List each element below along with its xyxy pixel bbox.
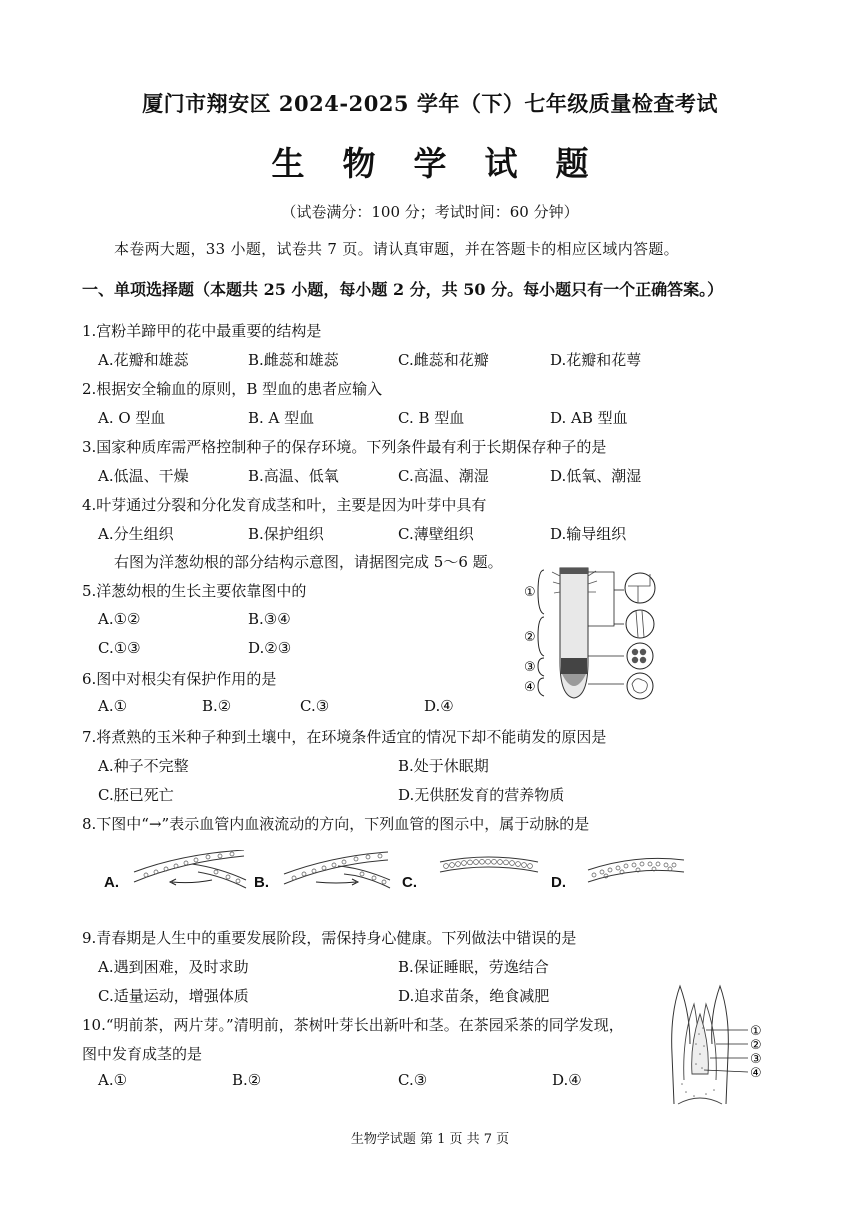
cell-circle-4 bbox=[627, 673, 653, 699]
vessel-figure-d bbox=[586, 852, 686, 884]
bud-axis bbox=[692, 1014, 709, 1074]
leaf-bud-figure bbox=[656, 984, 796, 1106]
q5-option-a[interactable]: A.①② bbox=[98, 610, 141, 628]
q3-option-d[interactable]: D.低氧、潮湿 bbox=[550, 467, 642, 485]
q5-option-d[interactable]: D.②③ bbox=[248, 639, 292, 657]
bud-label-3: ③ bbox=[750, 1052, 762, 1067]
q8-option-b[interactable]: B. bbox=[254, 874, 269, 891]
root-label-3: ③ bbox=[524, 660, 536, 675]
cell-circle-1 bbox=[625, 573, 655, 603]
question-6-stem: 6.图中对根尖有保护作用的是 bbox=[82, 670, 277, 688]
q4-option-c[interactable]: C.薄壁组织 bbox=[398, 525, 474, 543]
q4-option-d[interactable]: D.输导组织 bbox=[550, 525, 627, 543]
bracket-2 bbox=[538, 617, 544, 656]
q10-option-a[interactable]: A.① bbox=[98, 1071, 128, 1089]
q9-option-d[interactable]: D.追求苗条，绝食减肥 bbox=[398, 987, 550, 1005]
q6-option-b[interactable]: B.② bbox=[202, 697, 232, 715]
section-heading: 一、单项选择题（本题共 25 小题，每小题 2 分，共 50 分。每小题只有一个正确答案。） bbox=[82, 280, 724, 299]
bracket-4 bbox=[538, 678, 544, 696]
q5-option-c[interactable]: C.①③ bbox=[98, 639, 141, 657]
q6-option-a[interactable]: A.① bbox=[98, 697, 128, 715]
q9-option-a[interactable]: A.遇到困难，及时求助 bbox=[98, 958, 249, 976]
question-8-stem: 8.下图中“→”表示血管内血液流动的方向，下列血管的图示中，属于动脉的是 bbox=[82, 815, 590, 833]
q8-option-d[interactable]: D. bbox=[551, 874, 566, 891]
bud-leader-lines bbox=[704, 1030, 748, 1072]
outer-leaf-right bbox=[712, 986, 729, 1104]
cell-circle-3 bbox=[627, 643, 653, 669]
q8-option-a[interactable]: A. bbox=[104, 874, 119, 891]
q6-option-d[interactable]: D.④ bbox=[424, 697, 454, 715]
root-label-4: ④ bbox=[524, 680, 536, 695]
q9-option-c[interactable]: C.适量运动，增强体质 bbox=[98, 987, 249, 1005]
q10-option-c[interactable]: C.③ bbox=[398, 1071, 428, 1089]
root-tip-figure bbox=[522, 562, 672, 702]
cell-circle-2 bbox=[626, 610, 654, 638]
q1-option-c[interactable]: C.雌蕊和花瓣 bbox=[398, 351, 489, 369]
q3-option-b[interactable]: B.高温、低氧 bbox=[248, 467, 339, 485]
subject-title: 生物学试题 bbox=[271, 144, 627, 183]
root-meristem bbox=[561, 658, 587, 674]
q10-option-b[interactable]: B.② bbox=[232, 1071, 262, 1089]
figure-intro: 右图为洋葱幼根的部分结构示意图，请据图完成 5～6 题。 bbox=[114, 553, 503, 571]
q2-option-c[interactable]: C. B 型血 bbox=[398, 409, 465, 427]
vessel-figure-b bbox=[282, 850, 392, 890]
question-10-stem-cont: 图中发育成茎的是 bbox=[82, 1045, 203, 1063]
connector-lines bbox=[588, 572, 624, 684]
root-label-1: ① bbox=[524, 585, 536, 600]
bracket-3 bbox=[538, 658, 544, 676]
q1-option-d[interactable]: D.花瓣和花萼 bbox=[550, 351, 642, 369]
page-footer: 生物学试题 第 1 页 共 7 页 bbox=[350, 1132, 510, 1147]
q2-option-b[interactable]: B. A 型血 bbox=[248, 409, 315, 427]
q1-option-b[interactable]: B.雌蕊和雄蕊 bbox=[248, 351, 339, 369]
question-3-stem: 3.国家种质库需严格控制种子的保存环境。下列条件最有利于长期保存种子的是 bbox=[82, 438, 607, 456]
q8-option-c[interactable]: C. bbox=[402, 874, 417, 891]
q1-option-a[interactable]: A.花瓣和雄蕊 bbox=[98, 351, 189, 369]
outer-leaf-left bbox=[672, 986, 690, 1104]
q7-option-d[interactable]: D.无供胚发育的营养物质 bbox=[398, 786, 565, 804]
q5-option-b[interactable]: B.③④ bbox=[248, 610, 291, 628]
question-2-stem: 2.根据安全输血的原则，B 型血的患者应输入 bbox=[82, 380, 383, 398]
question-5-stem: 5.洋葱幼根的生长主要依靠图中的 bbox=[82, 582, 307, 600]
question-7-stem: 7.将煮熟的玉米种子种到土壤中，在环境条件适宜的情况下却不能萌发的原因是 bbox=[82, 728, 607, 746]
bud-label-2: ② bbox=[750, 1038, 762, 1053]
q3-option-c[interactable]: C.高温、潮湿 bbox=[398, 467, 489, 485]
bud-label-4: ④ bbox=[750, 1066, 762, 1081]
q7-option-a[interactable]: A.种子不完整 bbox=[98, 757, 189, 775]
question-1-stem: 1.宫粉羊蹄甲的花中最重要的结构是 bbox=[82, 322, 322, 340]
vessel-figure-a bbox=[132, 850, 248, 890]
q7-option-b[interactable]: B.处于休眠期 bbox=[398, 757, 489, 775]
q3-option-a[interactable]: A.低温、干燥 bbox=[98, 467, 189, 485]
q2-option-d[interactable]: D. AB 型血 bbox=[550, 409, 628, 427]
instructions: 本卷两大题，33 小题，试卷共 7 页。请认真审题，并在答题卡的相应区域内答题。 bbox=[114, 240, 679, 258]
q2-option-a[interactable]: A. O 型血 bbox=[98, 409, 166, 427]
q10-option-d[interactable]: D.④ bbox=[552, 1071, 582, 1089]
question-4-stem: 4.叶芽通过分裂和分化发育成茎和叶，主要是因为叶芽中具有 bbox=[82, 496, 487, 514]
exam-info: （试卷满分：100 分；考试时间：60 分钟） bbox=[281, 203, 579, 221]
q4-option-b[interactable]: B.保护组织 bbox=[248, 525, 324, 543]
exam-title: 厦门市翔安区 2024-2025 学年（下）七年级质量检查考试 bbox=[142, 91, 718, 116]
q4-option-a[interactable]: A.分生组织 bbox=[98, 525, 174, 543]
question-9-stem: 9.青春期是人生中的重要发展阶段，需保持身心健康。下列做法中错误的是 bbox=[82, 929, 577, 947]
q7-option-c[interactable]: C.胚已死亡 bbox=[98, 786, 174, 804]
q6-option-c[interactable]: C.③ bbox=[300, 697, 330, 715]
q9-option-b[interactable]: B.保证睡眠，劳逸结合 bbox=[398, 958, 549, 976]
root-top bbox=[560, 568, 588, 574]
question-10-stem: 10.“明前茶，两片芽。”清明前，茶树叶芽长出新叶和茎。在茶园采茶的同学发现， bbox=[82, 1016, 624, 1034]
vessel-figure-c bbox=[438, 852, 540, 882]
root-label-2: ② bbox=[524, 630, 536, 645]
bracket-1 bbox=[538, 570, 544, 614]
bud-label-1: ① bbox=[750, 1024, 762, 1039]
